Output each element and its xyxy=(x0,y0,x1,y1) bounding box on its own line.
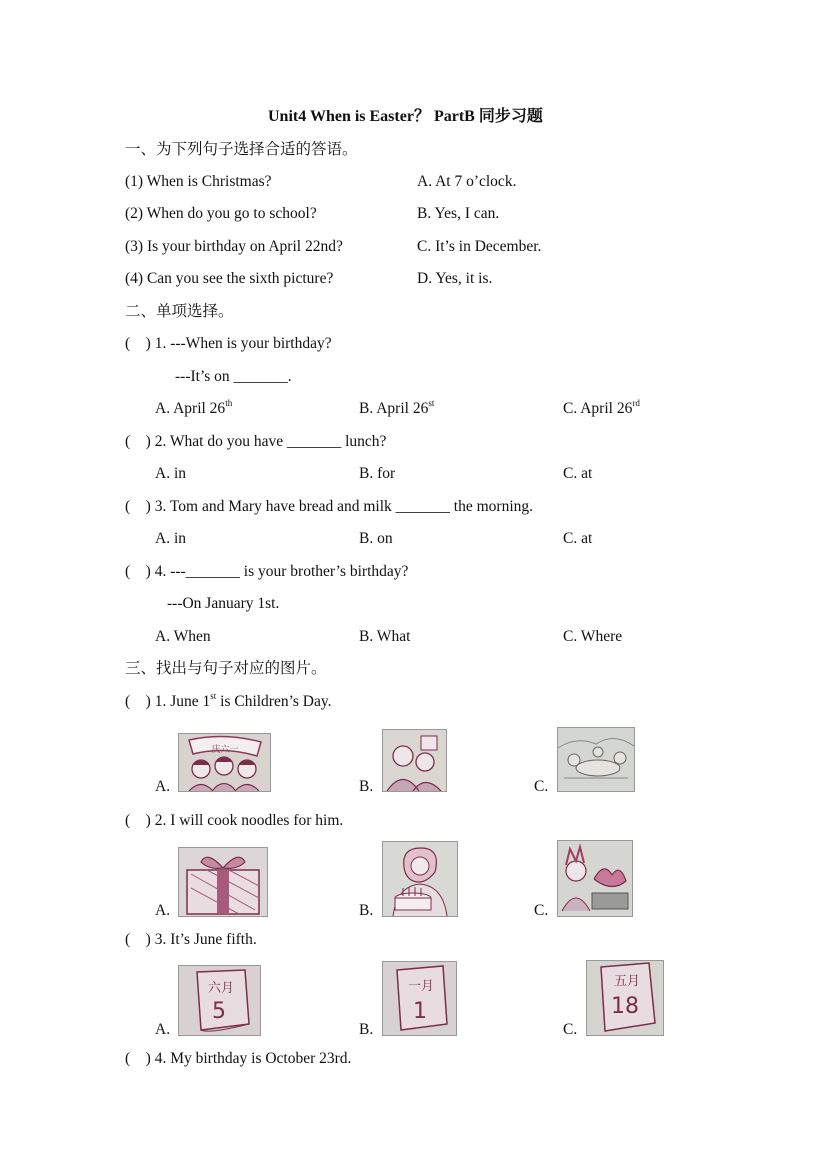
s3-q3-label-b: B. xyxy=(359,1021,374,1038)
s2-q1-option-a xyxy=(155,399,232,419)
s2-q3-stem: ( ) 3. Tom and Mary have bread and milk _______ the morning. xyxy=(125,498,534,515)
stem-text: is Children’s Day. xyxy=(216,693,332,710)
section2-heading: 二、单项选择。 xyxy=(125,303,234,320)
s2-q3-option-a: A. in xyxy=(155,530,186,547)
calendar-month: 六月 xyxy=(207,981,235,996)
s3-q4-stem: ( ) 4. My birthday is October 23rd. xyxy=(125,1050,352,1067)
s2-q4-stem: ( ) 4. ---_______ is your brother’s birthday? xyxy=(125,563,409,580)
s3-q1-label-b: B. xyxy=(359,778,374,795)
calendar-month: 一月 xyxy=(407,979,435,994)
s3-q1-label-c: C. xyxy=(534,778,549,795)
page-title: Unit4 When is Easter？ PartB 同步习题 xyxy=(268,108,543,125)
option-text: B. April 26 xyxy=(359,400,429,417)
boy-cooking-image xyxy=(557,840,633,917)
calendar-may-18-image xyxy=(586,960,664,1036)
s2-q4-option-c: C. Where xyxy=(563,628,623,645)
birthday-cake-image xyxy=(382,841,458,917)
s2-q3-option-b: B. on xyxy=(359,530,393,547)
stem-text: ( ) 1. June 1 xyxy=(125,693,211,710)
s2-q2-option-b: B. for xyxy=(359,465,396,482)
s3-q2-label-b: B. xyxy=(359,902,374,919)
s1-question-2: (2) When do you go to school? xyxy=(125,205,317,222)
s2-q4-stem2: ---On January 1st. xyxy=(167,595,280,612)
s1-answer-c: C. It’s in December. xyxy=(417,238,542,255)
option-text: C. April 26 xyxy=(563,400,633,417)
picnic-scene-image xyxy=(557,727,635,792)
s3-q3-label-a: A. xyxy=(155,1021,171,1038)
s3-q2-label-c: C. xyxy=(534,902,549,919)
calendar-day: 5 xyxy=(212,999,226,1024)
s2-q2-option-a: A. in xyxy=(155,465,186,482)
s1-answer-a: A. At 7 o’clock. xyxy=(417,173,517,190)
gift-box-image xyxy=(178,847,268,917)
children-celebrating-image xyxy=(178,733,271,792)
s3-q3-label-c: C. xyxy=(563,1021,578,1038)
s2-q1-option-c xyxy=(563,399,640,419)
ordinal-suffix: st xyxy=(428,398,435,408)
s3-q1-label-a: A. xyxy=(155,778,171,795)
s2-q2-option-c: C. at xyxy=(563,465,593,482)
calendar-day: 18 xyxy=(611,994,639,1019)
s1-question-4: (4) Can you see the sixth picture? xyxy=(125,270,334,287)
ordinal-suffix: rd xyxy=(632,398,640,408)
s3-q2-label-a: A. xyxy=(155,902,171,919)
s1-answer-b: B. Yes, I can. xyxy=(417,205,500,222)
calendar-month: 五月 xyxy=(613,974,641,989)
s2-q4-option-a: A. When xyxy=(155,628,211,645)
family-photo-image xyxy=(382,729,447,792)
section3-heading: 三、找出与句子对应的图片。 xyxy=(125,660,327,677)
s2-q1-stem2: ---It’s on _______. xyxy=(175,368,292,385)
calendar-day: 1 xyxy=(413,999,427,1024)
s2-q4-option-b: B. What xyxy=(359,628,411,645)
banner-text: 庆六一 xyxy=(211,745,239,755)
s1-answer-d: D. Yes, it is. xyxy=(417,270,493,287)
ordinal-suffix: st xyxy=(210,691,217,701)
s2-q3-option-c: C. at xyxy=(563,530,593,547)
s2-q2-stem: ( ) 2. What do you have _______ lunch? xyxy=(125,433,387,450)
s2-q1-option-b xyxy=(359,399,434,419)
section1-heading: 一、为下列句子选择合适的答语。 xyxy=(125,141,358,158)
s3-q3-stem: ( ) 3. It’s June fifth. xyxy=(125,931,257,948)
calendar-january-1-image xyxy=(382,961,457,1036)
option-text: A. April 26 xyxy=(155,400,226,417)
calendar-june-5-image xyxy=(178,965,261,1036)
ordinal-suffix: th xyxy=(225,398,233,408)
s1-question-3: (3) Is your birthday on April 22nd? xyxy=(125,238,343,255)
s1-question-1: (1) When is Christmas? xyxy=(125,173,272,190)
s3-q2-stem: ( ) 2. I will cook noodles for him. xyxy=(125,812,344,829)
s2-q1-stem: ( ) 1. ---When is your birthday? xyxy=(125,335,332,352)
s3-q1-stem xyxy=(125,692,332,712)
